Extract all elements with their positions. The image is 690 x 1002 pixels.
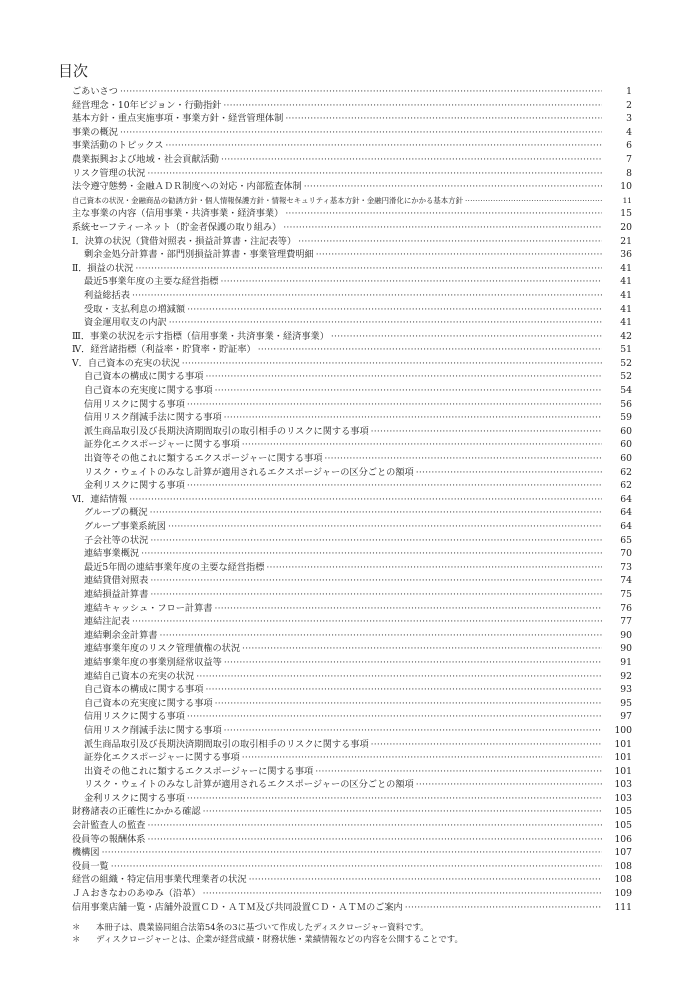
toc-entry-page-number: 101 (614, 738, 632, 750)
toc-entry[interactable] (72, 85, 632, 99)
dot-leader (168, 520, 602, 534)
toc-entry-page-number: 20 (620, 221, 632, 233)
dot-leader (220, 275, 602, 289)
toc-entry-label: 法令遵守態勢・金融ＡＤＲ制度への対応・内部監査体制 (72, 181, 302, 193)
toc-entry[interactable] (72, 357, 632, 371)
toc-entry-label: 財務諸表の正確性にかかる確認 (72, 806, 201, 818)
toc-entry[interactable] (72, 153, 632, 167)
toc-entry[interactable] (72, 493, 632, 507)
toc-entry-page-number: 54 (620, 385, 632, 397)
toc-entry-page-number: 101 (614, 752, 632, 764)
toc-entry-label: 金利リスクに関する事項 (84, 792, 185, 804)
toc-entry[interactable] (72, 534, 632, 548)
dot-leader (203, 805, 602, 819)
dot-leader (150, 534, 602, 548)
toc-entry[interactable] (72, 683, 632, 697)
toc-entry-label: 基本方針・重点実施事項・事業方針・経営管理体制 (72, 113, 284, 125)
toc-entry-label: 役員一覧 (72, 860, 109, 872)
toc-entry-label: 自己資本の充実度に関する事項 (84, 385, 213, 397)
toc-entry-page-number: 60 (620, 425, 632, 437)
dot-leader (187, 710, 602, 724)
toc-entry-label: 信用リスクに関する事項 (84, 398, 185, 410)
toc-entry[interactable] (72, 221, 632, 235)
toc-entry-label: 資金運用収支の内訳 (84, 317, 167, 329)
toc-entry-page-number: 70 (620, 548, 632, 560)
toc-entry-label: 出資等その他これに類するエクスポージャーに関する事項 (84, 453, 323, 465)
toc-entry[interactable] (72, 112, 632, 126)
toc-entry-page-number: 42 (620, 330, 632, 342)
dot-leader (214, 602, 602, 616)
toc-entry-page-number: 52 (620, 357, 632, 369)
toc-entry[interactable] (72, 588, 632, 602)
toc-entry-label: 役員等の報酬体系 (72, 833, 146, 845)
toc-entry[interactable] (72, 670, 632, 684)
toc-entry-page-number: 62 (620, 480, 632, 492)
toc-entry[interactable] (72, 167, 632, 181)
dot-leader (242, 642, 602, 656)
toc-entry-page-number: 105 (614, 820, 632, 832)
toc-entry[interactable] (72, 629, 632, 643)
dot-leader (187, 792, 602, 806)
toc-entry[interactable] (72, 656, 632, 670)
dot-leader (405, 901, 602, 915)
dot-leader (331, 330, 602, 344)
toc-entry-page-number: 95 (620, 697, 632, 709)
toc-entry[interactable] (72, 330, 632, 344)
toc-entry-page-number: 8 (626, 167, 632, 179)
toc-entry-page-number: 1 (626, 86, 632, 97)
toc-entry[interactable] (72, 724, 632, 738)
toc-entry-label: 派生商品取引及び長期決済期間取引の取引相手のリスクに関する事項 (84, 425, 369, 437)
toc-entry[interactable] (72, 275, 632, 289)
dot-leader (187, 398, 602, 412)
toc-entry-page-number: 108 (614, 874, 632, 886)
toc-entry[interactable] (72, 887, 632, 901)
toc-entry-label: 受取・支払利息の増減額 (84, 303, 186, 315)
toc-entry-label: 連結事業年度のリスク管理債権の状況 (84, 643, 241, 655)
dot-leader (304, 180, 602, 194)
toc-entry-label: 連結自己資本の充実の状況 (84, 670, 195, 682)
toc-entry[interactable] (72, 602, 632, 616)
dot-leader (224, 724, 602, 738)
footnote-text: ディスクロージャーとは、企業が経営成績・財務状態・業績情報などの内容を公開することです。 (96, 934, 463, 944)
toc-entry-label: 連結事業年度の事業別経常収益等 (84, 656, 222, 668)
dot-leader (249, 873, 602, 887)
toc-entry-label: 系統セーフティーネット（貯金者保護の取り組み） (72, 221, 282, 233)
toc-entry-page-number: 64 (620, 521, 632, 532)
toc-entry-label: 出資その他これに類するエクスポージャーに関する事項 (84, 765, 314, 777)
toc-entry-page-number: 11 (622, 195, 632, 205)
toc-entry-page-number: 6 (626, 140, 632, 152)
toc-entry[interactable] (72, 180, 632, 194)
toc-entry[interactable] (72, 316, 632, 330)
toc-entry-page-number: 107 (614, 847, 632, 859)
dot-leader (371, 738, 602, 752)
dot-leader (224, 411, 602, 425)
toc-entry-page-number: 73 (620, 561, 632, 573)
toc-entry[interactable] (72, 452, 632, 466)
toc-entry-label: 連結貸借対照表 (84, 575, 149, 587)
toc-entry-page-number: 74 (620, 575, 632, 587)
footnote-mark: ＊ (72, 934, 81, 944)
dot-leader (141, 547, 602, 561)
toc-entry-page-number: 59 (620, 412, 632, 424)
toc-entry[interactable] (72, 805, 632, 819)
toc-entry[interactable] (72, 751, 632, 765)
footnote (72, 933, 632, 945)
toc-entry[interactable] (72, 262, 632, 276)
toc-entry[interactable] (72, 466, 632, 480)
toc-entry[interactable] (72, 248, 632, 262)
toc-entry-page-number: 3 (626, 113, 632, 125)
toc-entry-label: 信用リスク削減手法に関する事項 (84, 412, 222, 424)
toc-entry-page-number: 109 (614, 888, 632, 900)
toc-entry[interactable] (72, 833, 632, 847)
toc-entry-page-number: 7 (626, 153, 632, 165)
toc-entry-label: Ⅲ．事業の状況を示す指標（信用事業・共済事業・経済事業） (72, 330, 329, 342)
toc-entry-label: リスク・ウェイトのみなし計算が適用されるエクスポージャーの区分ごとの額項 (84, 779, 414, 791)
toc-entry-page-number: 97 (620, 711, 632, 723)
toc-entry-page-number: 105 (614, 806, 632, 818)
toc-entry[interactable] (72, 506, 632, 520)
toc-entry-page-number: 90 (620, 643, 632, 655)
toc-entry-label: 最近5事業年度の主要な経営指標 (84, 276, 219, 288)
toc-entry[interactable] (72, 561, 632, 575)
dot-leader (258, 343, 602, 357)
toc-entry-label: 会計監査人の監査 (72, 820, 146, 832)
footnotes (72, 921, 632, 945)
toc-entry[interactable] (72, 520, 632, 534)
dot-leader (150, 506, 602, 520)
toc-entry[interactable] (72, 438, 632, 452)
toc-entry-page-number: 52 (620, 371, 632, 383)
toc-entry-label: ＪＡおきなわのあゆみ（沿革） (72, 888, 201, 900)
dot-leader (165, 139, 602, 153)
toc-entry-page-number: 108 (614, 860, 632, 872)
dot-leader (102, 846, 602, 860)
dot-leader (285, 112, 602, 126)
toc-entry[interactable] (72, 697, 632, 711)
toc-entry[interactable] (72, 411, 632, 425)
toc-entry-page-number: 106 (614, 833, 632, 845)
dot-leader (182, 357, 602, 371)
toc-entry[interactable] (72, 901, 632, 915)
dot-leader (324, 452, 602, 466)
toc-entry-page-number: 36 (620, 249, 632, 261)
toc-entry-label: 証券化エクスポージャーに関する事項 (84, 439, 240, 451)
dot-leader (224, 656, 602, 670)
toc-entry-label: グループの概況 (84, 507, 148, 519)
toc-entry-page-number: 41 (620, 303, 632, 315)
toc-entry-label: 信用リスクに関する事項 (84, 711, 185, 723)
dot-leader (205, 370, 602, 384)
toc-entry-page-number: 93 (620, 684, 632, 696)
toc-entry-label: 主な事業の内容（信用事業・共済事業・経済事業） (72, 208, 284, 220)
dot-leader (285, 207, 602, 221)
toc-entry-label: 農業振興および地域・社会貢献活動 (72, 153, 219, 165)
toc-entry-page-number: 2 (626, 99, 632, 111)
toc-entry[interactable] (72, 846, 632, 860)
toc-entry[interactable] (72, 860, 632, 874)
toc-entry-page-number: 77 (620, 616, 632, 628)
toc-entry-label: 信用事業店舗一覧・店舗外設置ＣＤ・ＡＴＭ及び共同設置ＣＤ・ＡＴＭのご案内 (72, 901, 403, 913)
toc-entry-page-number: 10 (620, 181, 632, 193)
toc-entry-label: 剰余金処分計算書・部門別損益計算書・事業管理費明細 (84, 249, 314, 261)
toc-entry[interactable] (72, 126, 632, 140)
toc-entry-label: リスク・ウェイトのみなし計算が適用されるエクスポージャーの区分ごとの額項 (84, 466, 414, 478)
dot-leader (129, 493, 602, 507)
dot-leader (223, 99, 602, 113)
toc-entry-label: 事業の概況 (72, 126, 118, 138)
footnote-mark: ＊ (72, 922, 81, 932)
toc-entry[interactable] (72, 289, 632, 303)
dot-leader (147, 167, 602, 181)
toc-entry-label: 連結損益計算書 (84, 588, 149, 600)
toc-entry-page-number: 41 (620, 276, 632, 288)
toc-entry[interactable] (72, 207, 632, 221)
toc-entry-label: 自己資本の状況・金融商品の勧誘方針・個人情報保護方針・情報セキュリティ基本方針・金融円滑化にかかる基本方針 (72, 195, 463, 205)
toc-entry[interactable] (72, 710, 632, 724)
toc-entry[interactable] (72, 479, 632, 493)
toc-entry-page-number: 64 (620, 493, 632, 505)
toc-entry-label: 証券化エクスポージャーに関する事項 (84, 752, 240, 764)
toc-entry-page-number: 41 (620, 317, 632, 329)
toc-entry-page-number: 101 (614, 765, 632, 777)
toc-entry-label: 連結キャッシュ・フロー計算書 (84, 602, 213, 614)
toc-entry-label: Ⅵ．連結情報 (72, 493, 128, 505)
toc-entry-page-number: 62 (620, 466, 632, 478)
toc-entry-label: 自己資本の充実度に関する事項 (84, 697, 213, 709)
toc-entry-label: Ⅴ．自己資本の充実の状況 (72, 357, 180, 369)
toc-entry-page-number: 41 (620, 289, 632, 301)
toc-entry-page-number: 15 (620, 208, 632, 220)
toc-entry[interactable] (72, 765, 632, 779)
toc-entry-label: 子会社等の状況 (84, 534, 149, 546)
toc-entry[interactable] (72, 343, 632, 357)
dot-leader (132, 615, 602, 629)
toc-entry-label: 自己資本の構成に関する事項 (84, 684, 204, 696)
toc-entry[interactable] (72, 398, 632, 412)
toc-entry-page-number: 91 (620, 656, 632, 668)
toc-entry-label: 金利リスクに関する事項 (84, 480, 185, 492)
toc-entry-page-number: 90 (620, 629, 632, 641)
table-of-contents (72, 85, 632, 914)
dot-leader (187, 479, 602, 493)
dot-leader (416, 778, 602, 792)
dot-leader (416, 466, 602, 480)
toc-entry[interactable] (72, 574, 632, 588)
dot-leader (196, 670, 602, 684)
toc-entry-page-number: 65 (620, 534, 632, 546)
toc-entry[interactable] (72, 778, 632, 792)
dot-leader (242, 438, 602, 452)
dot-leader (205, 683, 602, 697)
toc-entry-label: Ⅳ．経営諸指標（利益率・貯貸率・貯証率） (72, 344, 256, 356)
toc-entry-page-number: 21 (620, 235, 632, 247)
toc-entry-page-number: 41 (620, 262, 632, 274)
toc-entry[interactable] (72, 425, 632, 439)
toc-entry-label: ごあいさつ (72, 86, 118, 97)
toc-entry[interactable] (72, 384, 632, 398)
toc-entry[interactable] (72, 194, 632, 208)
toc-entry[interactable] (72, 819, 632, 833)
dot-leader (215, 697, 602, 711)
dot-leader (266, 561, 602, 575)
toc-entry-label: 利益総括表 (84, 289, 130, 301)
toc-entry-page-number: 92 (620, 670, 632, 682)
toc-entry[interactable] (72, 99, 632, 113)
toc-entry-label: 連結注記表 (84, 616, 130, 628)
toc-entry[interactable] (72, 792, 632, 806)
toc-entry-label: 事業活動のトピックス (72, 140, 164, 152)
toc-entry-label: Ⅰ．決算の状況（貸借対照表・損益計算書・注記表等） (72, 235, 297, 247)
toc-entry-page-number: 100 (614, 724, 632, 736)
toc-entry-label: リスク管理の状況 (72, 167, 146, 179)
toc-entry-page-number: 103 (614, 792, 632, 804)
dot-leader (215, 384, 602, 398)
toc-entry-page-number: 64 (620, 507, 632, 519)
toc-entry[interactable] (72, 615, 632, 629)
toc-entry[interactable] (72, 303, 632, 317)
toc-entry-page-number: 103 (614, 779, 632, 791)
dot-leader (283, 221, 602, 235)
toc-entry-label: 経営理念・10年ビジョン・行動指針 (72, 99, 222, 111)
dot-leader (315, 765, 602, 779)
dot-leader (120, 126, 602, 140)
toc-entry[interactable] (72, 873, 632, 887)
toc-entry[interactable] (72, 642, 632, 656)
toc-entry[interactable] (72, 139, 632, 153)
dot-leader (111, 860, 602, 874)
toc-entry-page-number: 4 (626, 126, 632, 138)
toc-entry-label: 連結事業概況 (84, 548, 140, 560)
toc-entry-label: グループ事業系統図 (84, 521, 166, 532)
toc-entry-page-number: 75 (620, 588, 632, 600)
dot-leader (169, 316, 602, 330)
dot-leader (316, 248, 602, 262)
dot-leader (150, 588, 602, 602)
dot-leader (203, 887, 602, 901)
toc-entry-label: 機構図 (72, 847, 100, 859)
dot-leader (120, 85, 602, 99)
footnote (72, 921, 632, 933)
dot-leader (221, 153, 602, 167)
toc-entry[interactable] (72, 235, 632, 249)
dot-leader (298, 235, 602, 249)
toc-entry-label: 連結剰余金計算書 (84, 629, 158, 641)
footnote-text: 本冊子は、農業協同組合法第54条の3に基づいて作成したディスクロージャー資料です。 (96, 922, 429, 932)
dot-leader (150, 574, 602, 588)
dot-leader (465, 194, 602, 208)
dot-leader (371, 425, 602, 439)
toc-entry-label: Ⅱ．損益の状況 (72, 262, 134, 274)
dot-leader (148, 819, 603, 833)
toc-entry-label: 最近5年間の連結事業年度の主要な経営指標 (84, 561, 265, 573)
toc-entry-page-number: 111 (614, 901, 632, 913)
dot-leader (132, 289, 602, 303)
toc-entry-page-number: 56 (620, 398, 632, 410)
toc-entry-label: 自己資本の構成に関する事項 (84, 371, 204, 383)
toc-entry-label: 派生商品取引及び長期決済期間取引の取引相手のリスクに関する事項 (84, 738, 369, 750)
toc-entry-page-number: 51 (620, 344, 632, 356)
toc-entry-label: 経営の組織・特定信用事業代理業者の状況 (72, 874, 247, 886)
dot-leader (135, 262, 602, 276)
dot-leader (160, 629, 603, 643)
toc-entry-label: 信用リスク削減手法に関する事項 (84, 724, 222, 736)
toc-entry-page-number: 76 (620, 602, 632, 614)
toc-entry[interactable] (72, 738, 632, 752)
toc-entry[interactable] (72, 547, 632, 561)
dot-leader (187, 303, 602, 317)
dot-leader (242, 751, 602, 765)
toc-entry-page-number: 60 (620, 453, 632, 465)
page-title: 目次 (58, 62, 89, 80)
toc-entry-page-number: 60 (620, 439, 632, 451)
toc-entry[interactable] (72, 370, 632, 384)
dot-leader (148, 833, 603, 847)
